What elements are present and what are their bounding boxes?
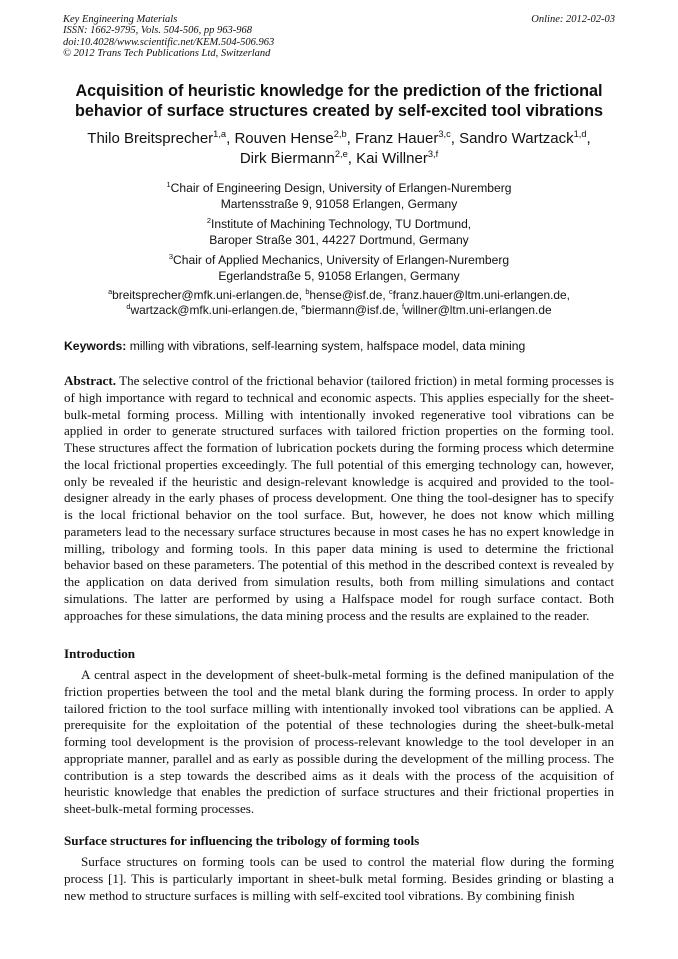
abstract-label: Abstract. — [64, 373, 116, 388]
author: Dirk Biermann$^{2,e}$, — [239, 149, 357, 167]
journal-name: Key Engineering Materials — [63, 14, 178, 25]
author-list — [52, 129, 626, 169]
journal-header — [63, 14, 615, 59]
introduction-paragraph: A central aspect in the development of sheet-bulk-metal forming is the defined manipulation of the friction properties between the tool and the metal blank during the forming process. In order to apply tailored friction to the tool surface milling with intentionally invoked tool vibrations can be applied. A prerequisite for the exploitation of the potential of these technologies during the sheet-bulk-metal forming tool development is the provision of process-relevant knowledge to the tool developer in an appropriate manner, parallel and as early as possible during the development of the milling process. The contribution is a step towards the described aims as it deals with the process of the acquisition of heuristic knowledge that enables the prediction of surface structures and their frictional properties in sheet-bulk-metal forming processes. — [64, 667, 614, 816]
author: Franz Hauer$^{3,c}$, — [354, 129, 460, 147]
author: Sandro Wartzack$^{1,d}$, — [459, 129, 591, 147]
keywords — [64, 339, 624, 354]
author: Rouven Hense$^{2,b}$, — [234, 129, 355, 147]
section-heading-introduction: Introduction — [64, 646, 136, 661]
affiliation-1: $^1$Chair of Engineering Design, University of Erlangen-Nuremberg Martensstraße 9, 91058 Erlangen, Germany — [166, 179, 512, 211]
section-heading-surface-structures: Surface structures for influencing the tribology of forming tools — [64, 833, 420, 848]
author: Thilo Breitsprecher$^{1,a}$, — [87, 129, 235, 147]
author: Kai Willner$^{3,f}$ — [356, 149, 439, 167]
email-link[interactable]: $^a$breitsprecher@mfk.uni-erlangen.de — [108, 287, 299, 302]
doi-line: doi:10.4028/www.scientific.net/KEM.504-506.963 — [63, 36, 275, 48]
surface-structures-paragraph: Surface structures on forming tools can be used to control the material flow during the forming process [1]. This is particularly important in sheet-bulk metal forming. Besides grinding or blasting a new method to structure surfaces is milling with self-excited tool vibrations. By combining finish — [64, 854, 614, 903]
email-link[interactable]: $^d$wartzack@mfk.uni-erlangen.de — [126, 302, 295, 317]
copyright-line: © 2012 Trans Tech Publications Ltd, Switzerland — [63, 47, 271, 59]
email-link[interactable]: $^b$hense@isf.de — [305, 287, 383, 302]
abstract-text: The selective control of the frictional behavior (tailored friction) in metal forming processes is of high importance with regard to technical and economic aspects. This applies especially for the sheet-bulk-metal forming process. Milling with intentionally invoked regenerative tool vibrations can be applied in order to generate structured surfaces with tailored friction properties on the forming tool. These structures affect the formation of lubrication pockets during the forming process which determine the local frictional properties exceedingly. The full potential of this emerging technology can, however, only be revealed if the heuristic and design-relevant knowledge is acquired and provided to the tool-designer already in the early phases of process development. One thing the tool-designer has to specify is the local frictional behavior on the tool surface. But, however, he does not know which milling parameters lead to the necessary surface structures because in most cases he has no expert knowledge in milling, tribology and forming tools. In this paper data mining is used to determine the frictional behavior based on these parameters. The potential of this method in the described context is revealed by the application on data derived from simulation results, both from milling simulations and contact simulations. The latter are performed by using a Halfspace model for rough surface contact. Both approaches for these simulations, the data mining process and the results are explained to the reader. — [64, 373, 614, 623]
abstract — [64, 373, 614, 624]
email-link[interactable]: $^c$franz.hauer@ltm.uni-erlangen.de — [388, 287, 567, 302]
paper-title: Acquisition of heuristic knowledge for the prediction of the frictional behavior of surface structures created by self-excited tool vibrations — [74, 82, 604, 120]
issn-line: ISSN: 1662-9795, Vols. 504-506, pp 963-968 — [63, 25, 252, 37]
affiliation-2: $^2$Institute of Machining Technology, TU Dortmund, Baroper Straße 301, 44227 Dortmund, Germany — [206, 215, 472, 247]
keywords-text: milling with vibrations, self-learning system, halfspace model, data mining — [129, 339, 526, 353]
keywords-label: Keywords: — [64, 339, 127, 353]
affiliation-3: $^3$Chair of Applied Mechanics, University of Erlangen-Nuremberg Egerlandstraße 5, 91058 Erlangen, Germany — [168, 251, 510, 283]
email-list: $^a$breitsprecher@mfk.uni-erlangen.de, $^b$hense@isf.de, $^c$franz.hauer@ltm.uni-erlangen.de, $^d$wartzack@mfk.uni-erlangen.de, $^e$biermann@isf.de, $^f$willner@ltm.uni-erlangen.de — [108, 287, 570, 317]
online-date: Online: 2012-02-03 — [531, 14, 615, 25]
email-link[interactable]: $^f$willner@ltm.uni-erlangen.de — [401, 302, 552, 317]
email-link[interactable]: $^e$biermann@isf.de — [301, 302, 396, 317]
